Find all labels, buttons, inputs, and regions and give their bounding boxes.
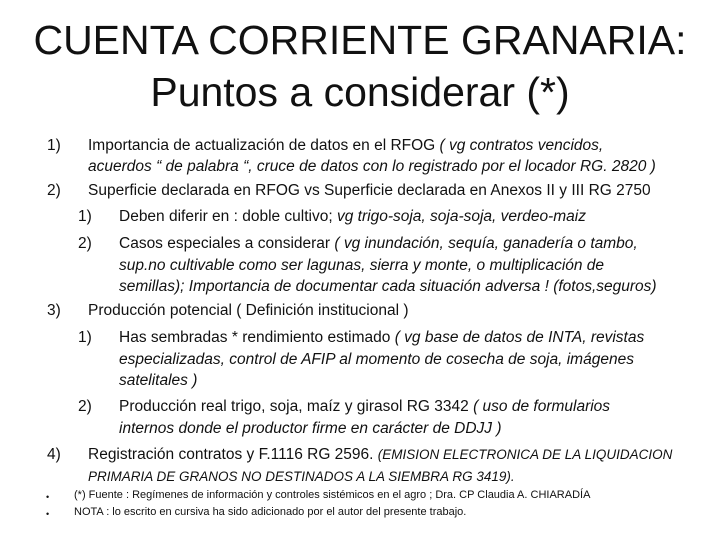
item-2-1-number: 1) — [78, 208, 92, 225]
item-2-2-line-3: semillas); Importancia de documentar cada situación adversa ! (fotos,seguros) — [119, 278, 657, 295]
item-3-1-line-3: satelitales ) — [119, 372, 198, 389]
item-3-1-line-1: Has sembradas * rendimiento estimado ( vg base de datos de INTA, revistas — [119, 329, 645, 346]
item-3-1-line-2: especializadas, control de AFIP al momento de cosecha de soja, imágenes — [119, 351, 634, 368]
title-line-1: CUENTA CORRIENTE GRANARIA: — [33, 17, 687, 63]
item-2-2-line-1: Casos especiales a considerar ( vg inundación, sequía, ganadería o tambo, — [119, 235, 638, 252]
item-3-number: 3) — [47, 302, 61, 319]
item-3-2-line-2: internos donde el productor firme en carácter de DDJJ ) — [119, 420, 502, 437]
footnote-1: (*) Fuente : Regímenes de información y controles sistémicos en el agro ; Dra. CP Claudia A. CHIARADÍA — [74, 489, 591, 501]
footnote-2: NOTA : lo escrito en cursiva ha sido adicionado por el autor del presente trabajo. — [74, 506, 467, 518]
title-line-2: Puntos a considerar (*) — [150, 69, 570, 115]
footnote-1-bullet: • — [46, 492, 50, 502]
item-2-line-1: Superficie declarada en RFOG vs Superficie declarada en Anexos II y III RG 2750 — [88, 182, 651, 199]
item-1-number: 1) — [47, 137, 61, 154]
item-3-1-number: 1) — [78, 329, 92, 346]
item-2-number: 2) — [47, 182, 61, 199]
item-2-1-line-1: Deben diferir en : doble cultivo; vg trigo-soja, soja-soja, verdeo-maiz — [119, 208, 586, 225]
item-4-number: 4) — [47, 446, 61, 463]
item-2-2-line-2: sup.no cultivable como ser lagunas, sierra y monte, o multiplicación de — [119, 257, 605, 274]
item-2-2-number: 2) — [78, 235, 92, 252]
item-1-line-1: Importancia de actualización de datos en el RFOG ( vg contratos vencidos, — [88, 137, 604, 154]
slide-title — [0, 14, 720, 118]
item-1-line-2: acuerdos “ de palabra “, cruce de datos con lo registrado por el locador RG. 2820 ) — [88, 158, 656, 175]
item-3-2-number: 2) — [78, 398, 92, 415]
footnote-2-bullet: • — [46, 509, 50, 519]
item-3-line-1: Producción potencial ( Definición institucional ) — [88, 302, 409, 319]
item-3-2-line-1: Producción real trigo, soja, maíz y girasol RG 3342 ( uso de formularios — [119, 398, 611, 415]
item-4-line-2: PRIMARIA DE GRANOS NO DESTINADOS A LA SIEMBRA RG 3419). — [88, 469, 515, 484]
item-4-line-1: Registración contratos y F.1116 RG 2596. (EMISION ELECTRONICA DE LA LIQUIDACION — [88, 446, 673, 463]
